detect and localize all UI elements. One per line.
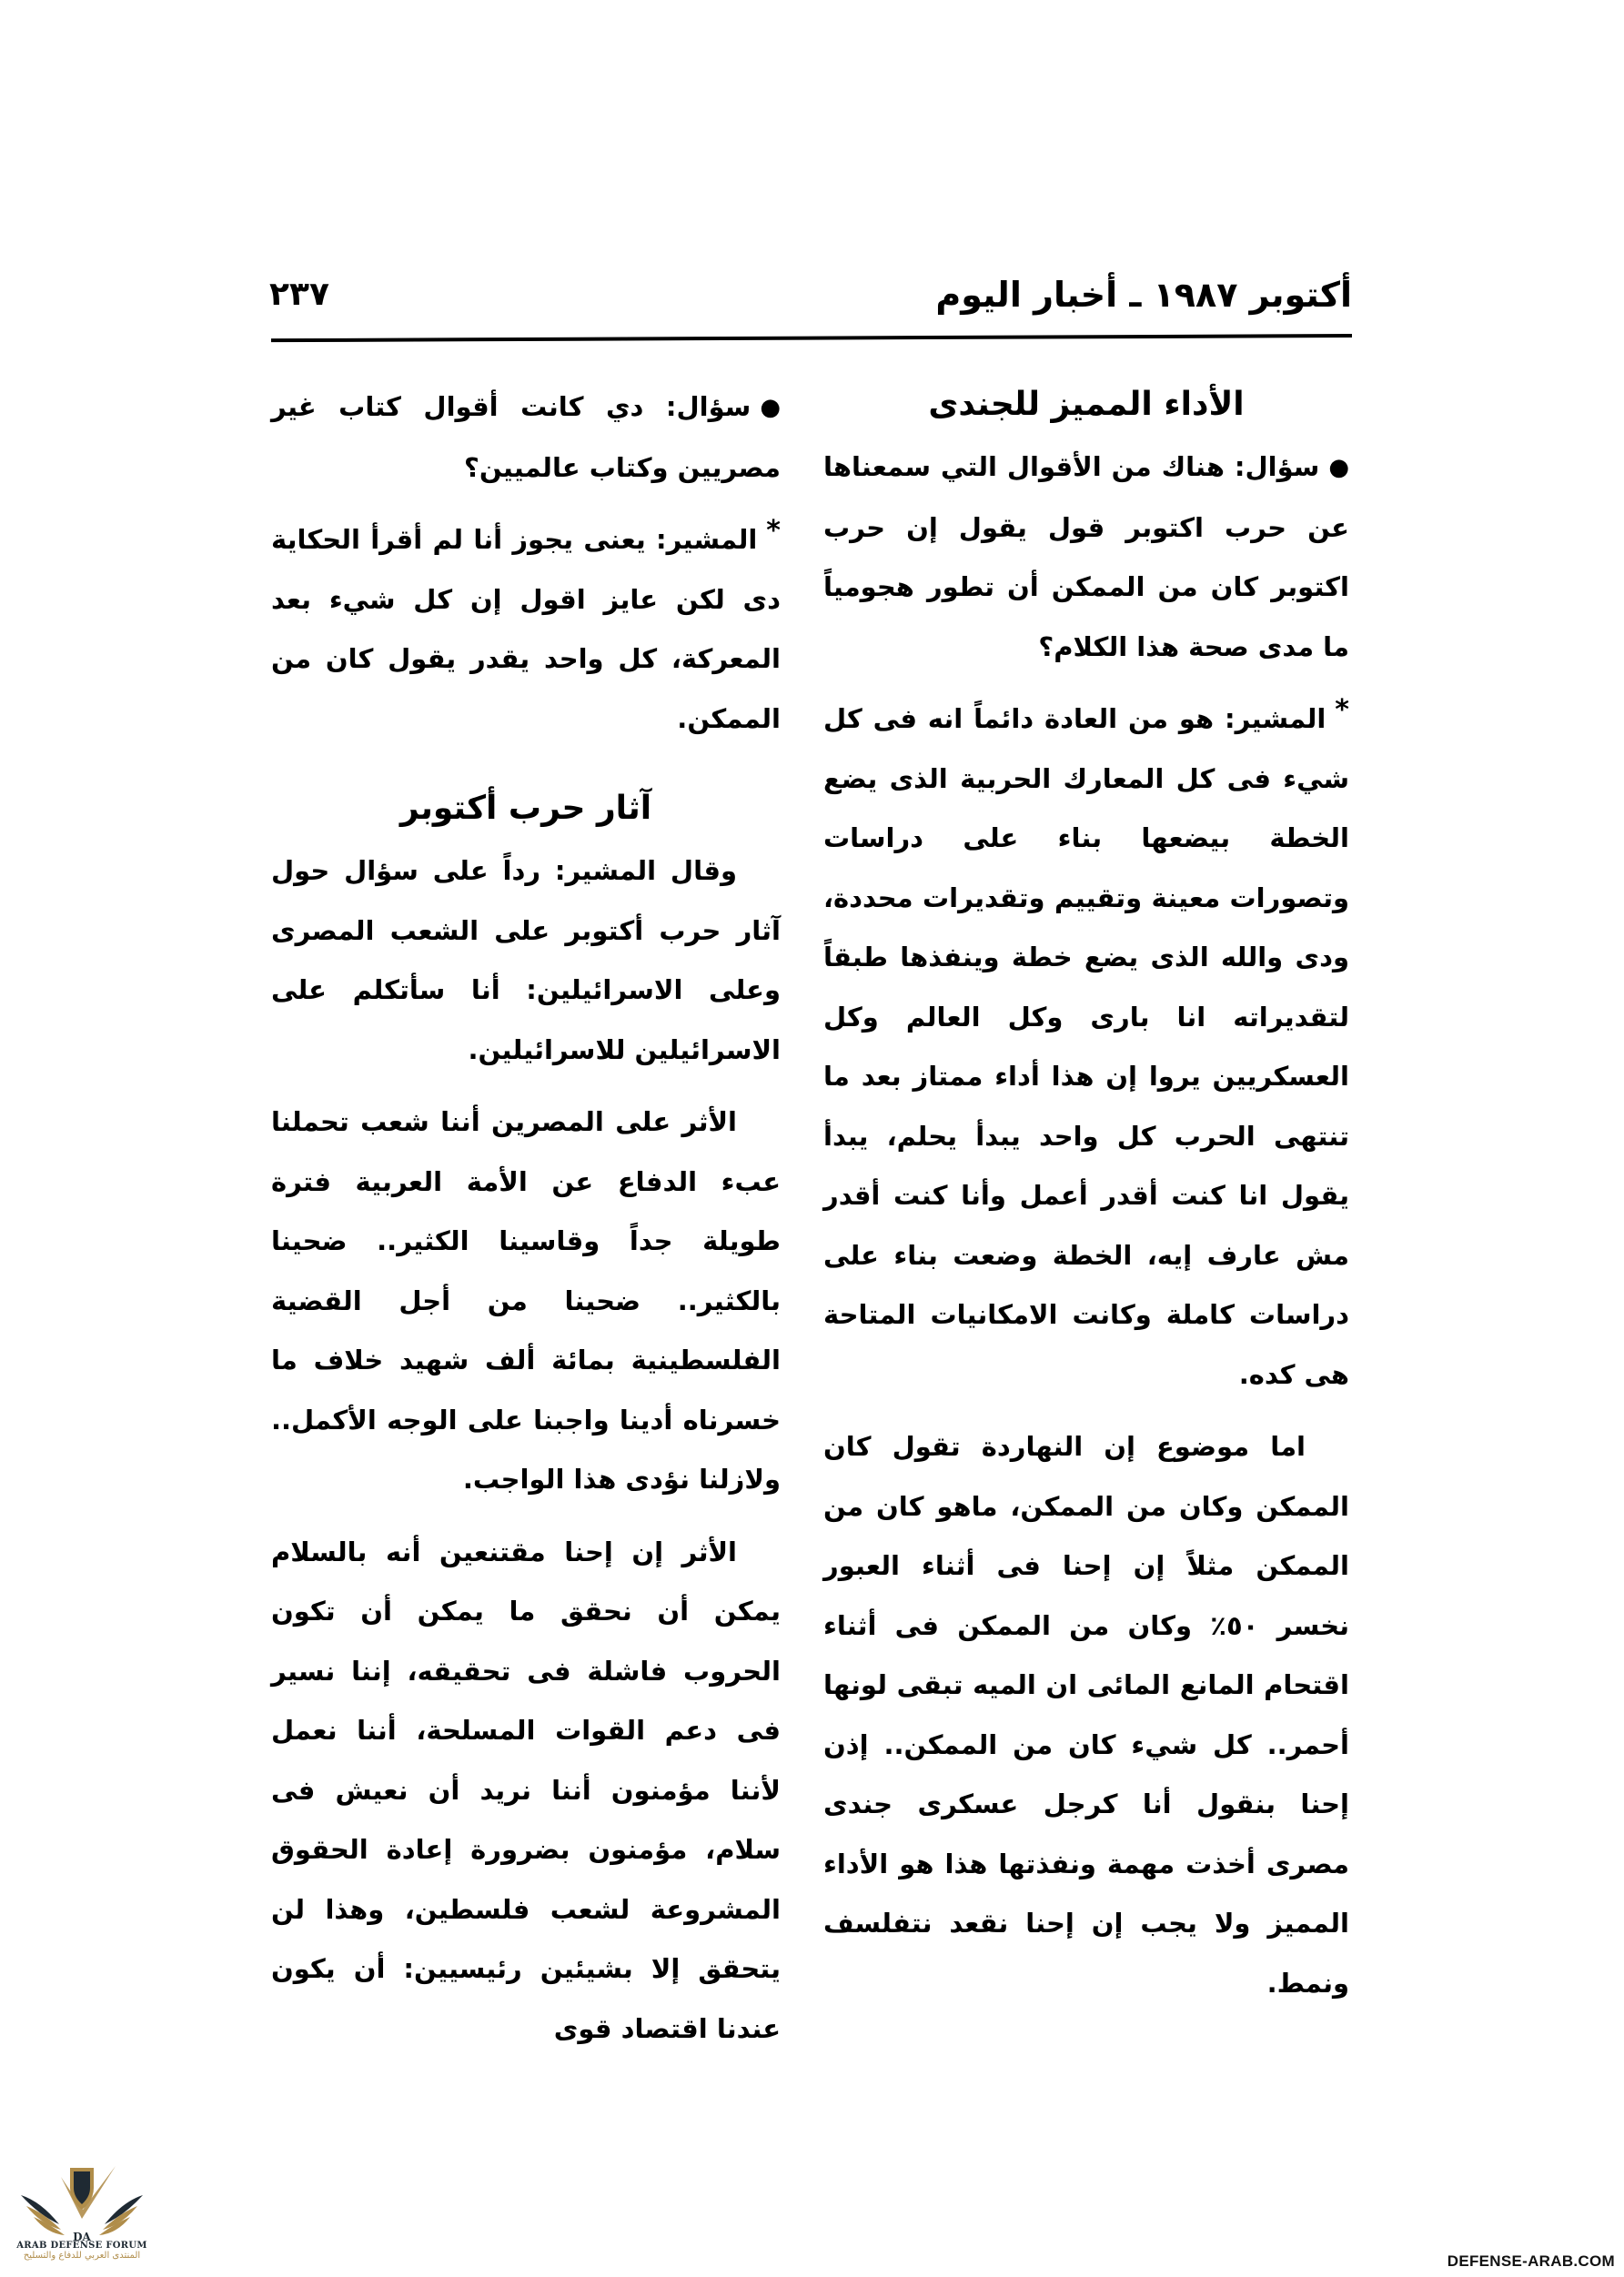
page-header — [269, 271, 1352, 335]
running-title: أكتوبر ١٩٨٧ ـ أخبار اليوم — [935, 275, 1352, 315]
logo-monogram: DA — [73, 2231, 91, 2242]
question-paragraph — [823, 438, 1349, 677]
question-text: سؤال: دي كانت أقوال كتاب غير مصريين وكتاب عالميين؟ — [271, 391, 781, 483]
page-number: ٢٣٧ — [269, 276, 329, 313]
answer-text: المشير: هو من العادة دائماً انه فى كل شيء فى كل المعارك الحربية الذى يضع الخطة بيضعها بناء على دراسات وتصورات معينة وتقييم وتقديرات محددة، ودى والله الذى يضع خطة وينفذها طبقاً لتقديراته انا بارى وكل العالم وكل العسكريين يروا إن هذا أداء ممتاز بعد ما تنتهى الحرب كل واحد يبدأ يحلم، يبدأ يقول انا كنت أقدر أعمل وأنا كنت أقدر مش عارف إيه، الخطة وضعت بناء على دراسات كاملة وكانت الامكانيات المتاحة هى كده. — [823, 703, 1349, 1390]
star-icon: * — [766, 514, 781, 547]
bullet-icon: ● — [760, 394, 781, 422]
watermark-url: DEFENSE-ARAB.COM — [1447, 2252, 1615, 2270]
right-column — [823, 378, 1349, 2026]
answer-text: المشير: يعنى يجوز أنا لم أقرأ الحكاية دى لكن عايز اقول إن كل شيء بعد المعركة، كل واحد يقدر يقول كان من الممكن. — [271, 524, 781, 734]
star-icon: * — [1335, 693, 1349, 726]
section-heading-october-war-effects: آثار حرب أكتوبر — [399, 790, 652, 828]
body-paragraph: وقال المشير: رداً على سؤال حول آثار حرب أكتوبر على الشعب المصرى وعلى الاسرائيلين: أنا سأتكلم على الاسرائيلين للاسرائيلين. — [271, 855, 781, 1065]
answer-paragraph — [271, 510, 781, 749]
section-heading-soldier-performance: الأداء المميز للجندى — [928, 386, 1245, 423]
bullet-icon: ● — [1328, 454, 1349, 482]
left-column — [271, 378, 781, 2071]
question-text: سؤال: هناك من الأقوال التي سمعناها عن حرب اكتوبر قول يقول إن حرب اكتوبر كان من الممكن أن تطور هجومياً ما مدى صحة هذا الكلام؟ — [823, 451, 1349, 662]
logo-name-ar: المنتدى العربي للدفاع والتسليح — [23, 2251, 141, 2261]
body-paragraph: اما موضوع إن النهاردة تقول كان الممكن وكان من الممكن، ماهو كان من الممكن مثلاً إن إحنا فى أثناء العبور نخسر ٥٠٪ وكان من الممكن فى أثناء اقتحام المانع المائى ان الميه تبقى لونها أحمر.. كل شيء كان من الممكن.. إذن إحنا بنقول أنا كرجل عسكرى جندى مصرى أخذت مهمة ونفذتها هذا هو الأداء المميز ولا يجب إن إحنا نقعد نتفلسف ونمط. — [823, 1431, 1350, 1999]
arab-defense-forum-logo — [9, 2161, 155, 2277]
answer-paragraph — [823, 690, 1349, 1405]
logo-name-en: ARAB DEFENSE FORUM — [16, 2241, 147, 2251]
body-paragraph: الأثر على المصرين أننا شعب تحملنا عبء الدفاع عن الأمة العربية فترة طويلة جداً وقاسينا الكثير.. ضحينا بالكثير.. ضحينا من أجل القضية الفلسطينية بمائة ألف شهيد خلاف ما خسرناه أدينا واجبنا على الوجه الأكمل.. ولازلنا نؤدى هذا الواجب. — [271, 1106, 781, 1496]
body-paragraph: الأثر إن إحنا مقتنعين أنه بالسلام يمكن أن نحقق ما يمكن أن تكون الحروب فاشلة فى تحقيقه، إننا نسير فى دعم القوات المسلحة، أننا نعمل لأننا مؤمنون أننا نريد أن نعيش فى سلام، مؤمنون بضرورة إعادة الحقوق المشروعة لشعب فلسطين، وهذا لن يتحقق إلا بشيئين رئيسيين: أن يكون عندنا اقتصاد قوى — [271, 1536, 781, 2044]
shield-wings-icon — [14, 2161, 150, 2242]
header-rule — [271, 334, 1352, 342]
question-paragraph — [271, 378, 781, 498]
